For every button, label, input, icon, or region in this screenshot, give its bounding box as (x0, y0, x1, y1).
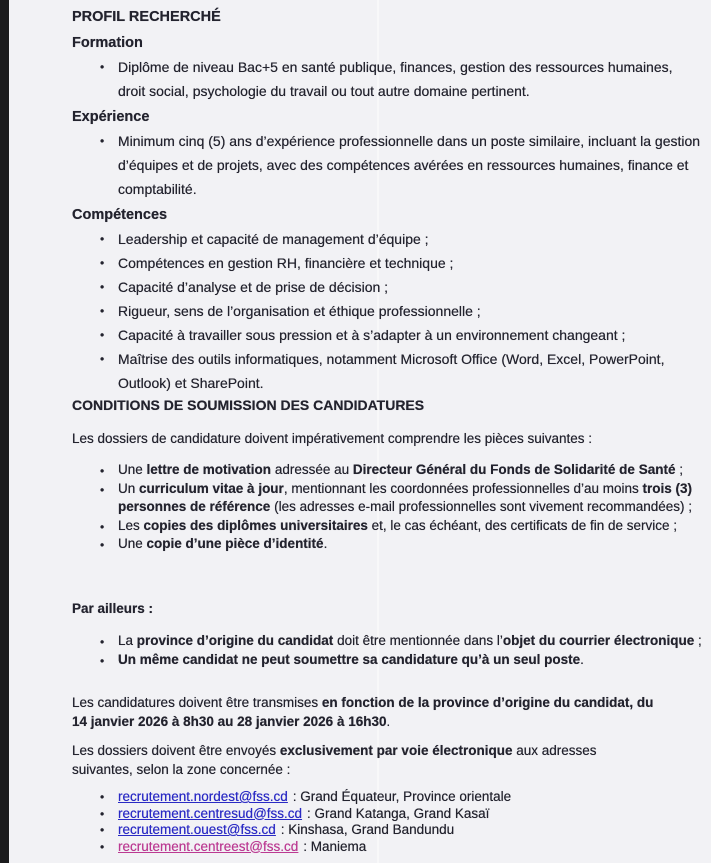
email-link[interactable]: recrutement.ouest@fss.cd (118, 822, 276, 837)
bullet-item: • Les copies des diplômes universitaires et, le cas échéant, des certificats de fin de service ; (98, 517, 711, 536)
bullet-item: • Minimum cinq (5) ans d’expérience professionnelle dans un poste similaire, incluant la gestion d’équipes et de projets, avec des compétences avérées en ressources humaines, finance et comptabilité. (98, 129, 702, 201)
email-zone: : Grand Équateur, Province orientale (292, 789, 512, 804)
bullet-item: • Capacité à travailler sous pression et à s’adapter à un environnement changeant ; (98, 323, 702, 347)
bullet-item: • Capacité d’analyse et de prise de décision ; (98, 275, 702, 299)
par-ailleurs-list (72, 632, 711, 669)
formation-list (72, 55, 702, 103)
email-list-item (98, 822, 711, 839)
experience-list (72, 129, 702, 201)
bullet-item: • Une lettre de motivation adressée au Directeur Général du Fonds de Solidarité de Santé ; (98, 461, 711, 480)
bullet-item: • Maîtrise des outils informatiques, notamment Microsoft Office (Word, Excel, PowerPoint, Outlook) et SharePoint. (98, 347, 702, 395)
competences-heading: Compétences (72, 207, 168, 223)
email-zone: : Grand Katanga, Grand Kasaï (307, 805, 490, 821)
conditions-title: CONDITIONS DE SOUMISSION DES CANDIDATURES (72, 397, 425, 413)
envoi-paragraph: Les dossiers doivent être envoyés exclusivement par voie électronique aux adresses suivantes, selon la zone concernée : (72, 743, 597, 777)
email-zone: : Maniema (303, 838, 367, 854)
email-link[interactable]: recrutement.nordest@fss.cd (118, 789, 288, 804)
email-link[interactable]: recrutement.centresud@fss.cd (118, 805, 303, 821)
bullet-item: • Leadership et capacité de management d’équipe ; (98, 227, 702, 251)
email-list (72, 789, 711, 855)
bullet-item: • La province d’origine du candidat doit être mentionnée dans l’objet du courrier électronique ; (98, 632, 711, 651)
bullet-item: • Une copie d’une pièce d’identité. (98, 535, 711, 554)
pieces-list (72, 461, 711, 554)
section-profil (72, 5, 702, 395)
experience-heading: Expérience (72, 109, 150, 125)
par-ailleurs-heading: Par ailleurs : (72, 601, 154, 616)
conditions-intro: Les dossiers de candidature doivent impérativement comprendre les pièces suivantes : (72, 431, 593, 446)
email-zone: : Kinshasa, Grand Bandundu (280, 822, 455, 837)
email-list-item (98, 789, 711, 806)
bullet-item: • Compétences en gestion RH, financière et technique ; (98, 251, 702, 275)
bullet-item: • Rigueur, sens de l’organisation et éthique professionnelle ; (98, 299, 702, 323)
bullet-item: • Diplôme de niveau Bac+5 en santé publique, finances, gestion des ressources humaines, droit social, psychologie du travail ou tout autre domaine pertinent. (98, 55, 702, 103)
scan-edge-artifact (0, 0, 9, 863)
transmission-paragraph: Les candidatures doivent être transmises en fonction de la province d’origine du candidat, du 14 janvier 2026 à 8h30 au 28 janvier 2026 à 16h30. (72, 695, 654, 729)
bullet-item: • Un même candidat ne peut soumettre sa candidature qu’à un seul poste. (98, 651, 711, 670)
email-link[interactable]: recrutement.centreest@fss.cd (118, 838, 299, 854)
email-list-item (98, 839, 711, 856)
competences-list (72, 227, 702, 395)
formation-heading: Formation (72, 35, 143, 51)
email-list-item (98, 806, 711, 823)
profil-title: PROFIL RECHERCHÉ (72, 9, 221, 25)
bullet-item: • Un curriculum vitae à jour, mentionnant les coordonnées professionnelles d’au moins trois (3) personnes de référence (les adresses e-mail professionnelles sont vivement recommandées) ; (98, 480, 711, 517)
